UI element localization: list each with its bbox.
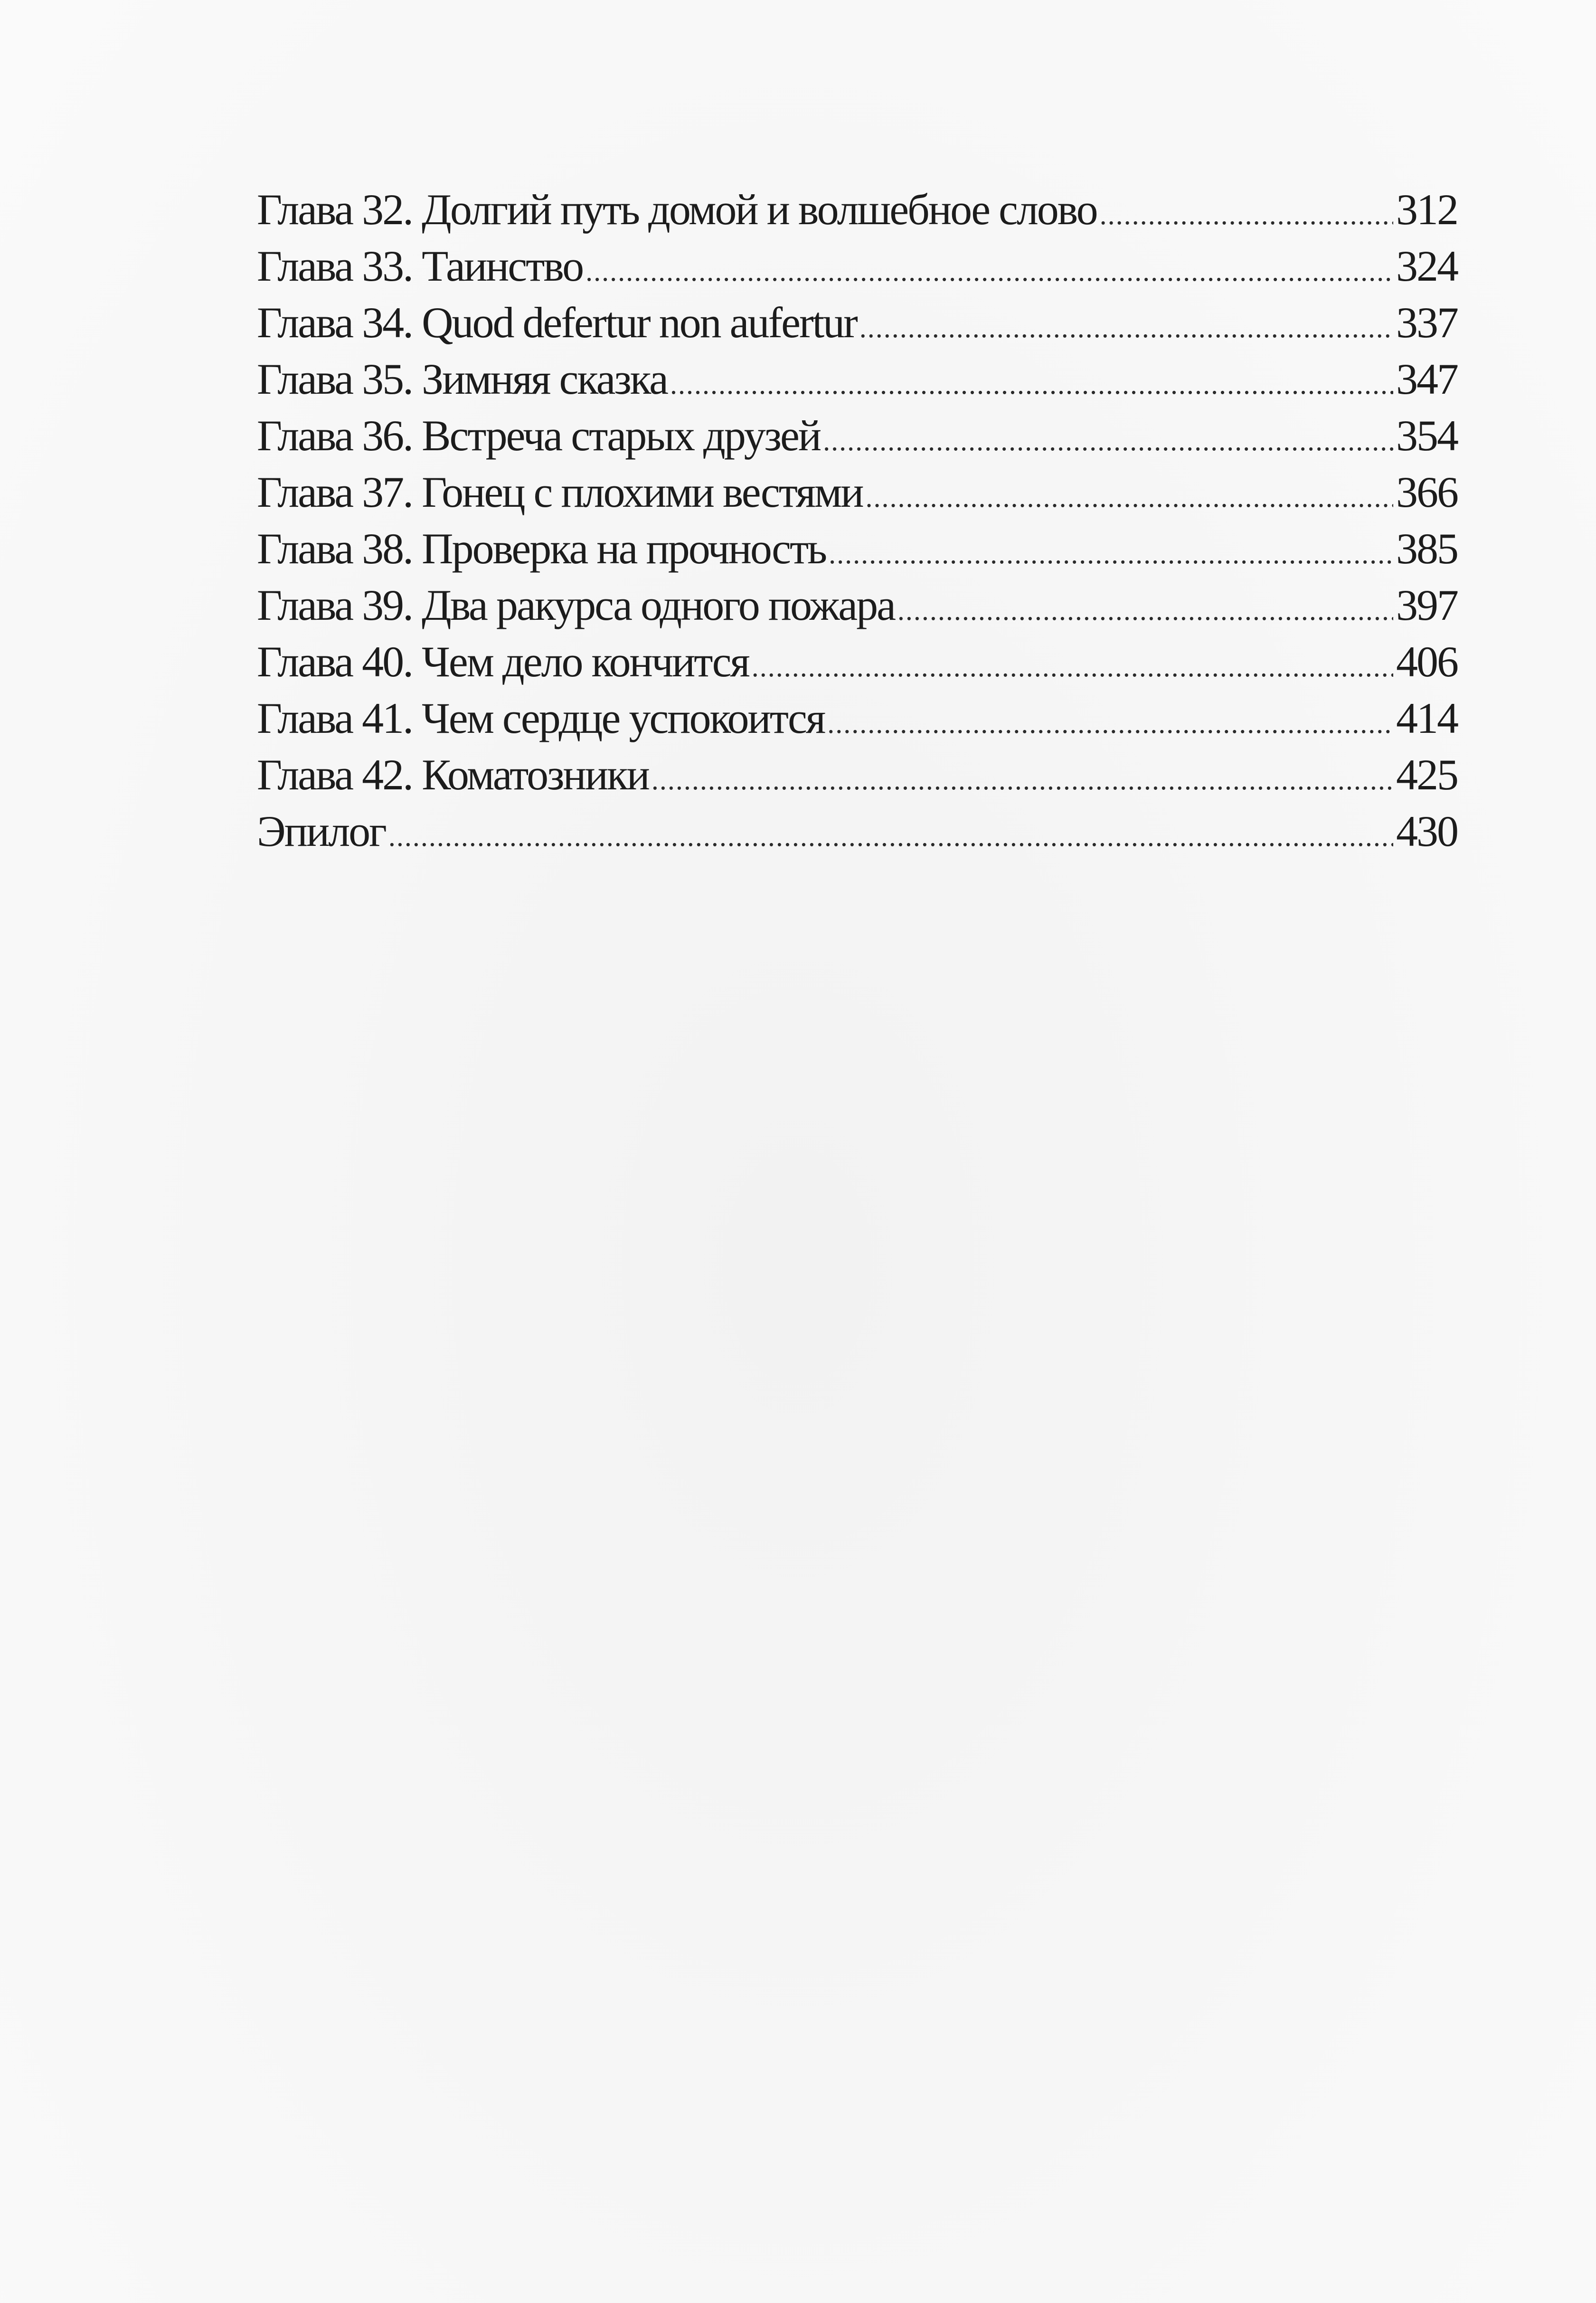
toc-entry-page: 354	[1396, 411, 1457, 460]
dot-leader	[897, 582, 1393, 639]
dot-leader	[652, 752, 1393, 808]
toc-entry	[257, 408, 1457, 464]
toc-entry-page: 366	[1396, 468, 1457, 516]
toc-entry	[257, 181, 1457, 238]
dot-leader	[752, 639, 1393, 695]
dot-leader	[586, 243, 1393, 300]
toc-entry	[257, 294, 1457, 351]
toc-entry	[257, 577, 1457, 634]
toc-entry-title: Глава 38. Проверка на прочность	[257, 524, 826, 573]
toc-entry-title: Глава 39. Два ракурса одного пожара	[257, 581, 895, 629]
toc-entry-page: 347	[1396, 355, 1457, 403]
dot-leader	[388, 808, 1393, 865]
toc-entry	[257, 747, 1457, 803]
toc-entry	[257, 634, 1457, 690]
toc-entry	[257, 690, 1457, 747]
dot-leader	[859, 300, 1393, 356]
toc-entry-title: Глава 33. Таинство	[257, 242, 583, 290]
toc-entry	[257, 521, 1457, 577]
toc-entry	[257, 803, 1457, 860]
toc-entry	[257, 464, 1457, 521]
toc-entry	[257, 351, 1457, 408]
toc-entry-title: Глава 42. Коматозники	[257, 750, 649, 799]
toc-entry-page: 312	[1396, 185, 1457, 234]
toc-entry-title: Глава 35. Зимняя сказка	[257, 355, 667, 403]
toc-entry-title: Глава 37. Гонец с плохими вестями	[257, 468, 863, 516]
toc-entry-page: 414	[1396, 694, 1457, 742]
dot-leader	[865, 469, 1393, 526]
toc-entry-page: 337	[1396, 298, 1457, 347]
toc-entry-title: Глава 36. Встреча старых друзей	[257, 411, 821, 460]
toc-entry-page: 397	[1396, 581, 1457, 629]
toc-entry-page: 406	[1396, 637, 1457, 686]
toc-entry-title: Глава 40. Чем дело кончится	[257, 637, 749, 686]
toc-entry-page: 324	[1396, 242, 1457, 290]
toc-entry-title: Эпилог	[257, 807, 386, 855]
toc-entry-title: Глава 34. Quod defertur non aufertur	[257, 298, 857, 347]
toc-entry-page: 425	[1396, 750, 1457, 799]
toc-entry-title: Глава 41. Чем сердце успокоится	[257, 694, 825, 742]
table-of-contents	[257, 181, 1457, 860]
toc-entry	[257, 238, 1457, 294]
dot-leader	[829, 526, 1393, 582]
dot-leader	[670, 356, 1393, 413]
toc-entry-page: 385	[1396, 524, 1457, 573]
dot-leader	[1100, 187, 1393, 243]
toc-entry-title: Глава 32. Долгий путь домой и волшебное слово	[257, 185, 1097, 234]
toc-entry-page: 430	[1396, 807, 1457, 855]
dot-leader	[823, 413, 1393, 469]
dot-leader	[827, 695, 1393, 752]
